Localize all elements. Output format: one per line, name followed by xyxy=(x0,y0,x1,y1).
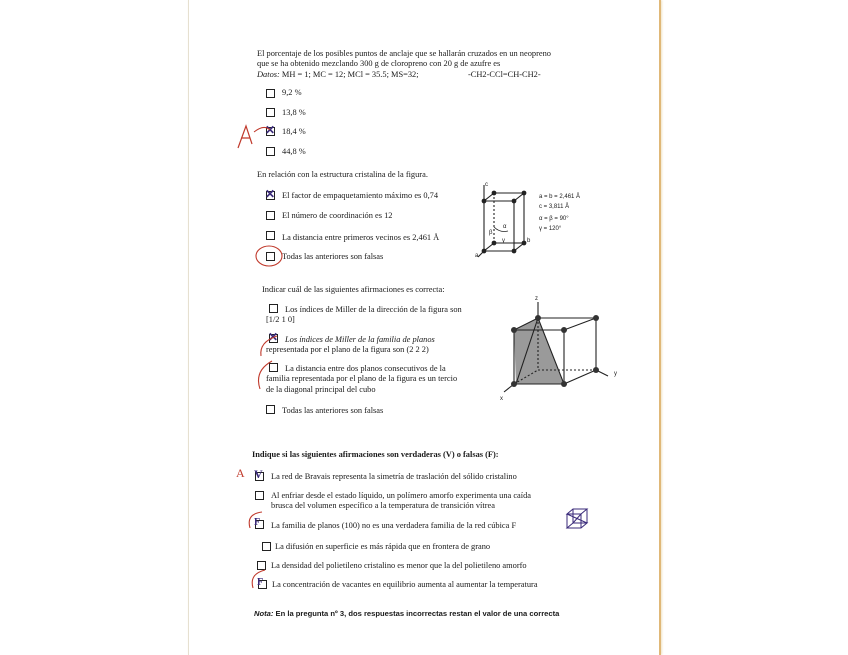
q4-handwritten-curve-1 xyxy=(240,508,270,538)
q3-option3-line3: de la diagonal principal del cubo xyxy=(266,385,376,394)
footer-note xyxy=(254,609,559,618)
q3-option2-line1: Los índices de Miller de la familia de planos xyxy=(285,335,435,344)
q2-axis-b: b xyxy=(527,238,531,244)
q3-option2-check-mark: ✕ xyxy=(268,330,279,344)
q4-item6-check-mark: F xyxy=(257,577,264,588)
q1-formula: -CH2-CCl=CH-CH2- xyxy=(468,70,541,79)
footer-note-text: En la pregunta nº 3, dos respuestas incorrectas restan el valor de una correcta xyxy=(273,609,560,618)
q4-item3-label: La familia de planos (100) no es una verdadera familia de la red cúbica F xyxy=(271,521,517,530)
q2-handwritten-circle xyxy=(250,240,290,270)
q2-stem: En relación con la estructura cristalina de la figura. xyxy=(257,170,428,179)
q3-axis-x: x xyxy=(500,396,503,402)
q4-handwritten-curve-2 xyxy=(243,566,273,596)
q2-axis-c: c xyxy=(485,182,488,188)
q1-datos-label: Datos: xyxy=(257,70,280,79)
q1-option1-checkbox[interactable] xyxy=(266,89,275,98)
q2-option2-label: El número de coordinación es 12 xyxy=(282,211,393,220)
q2-param-gamma: γ = 120° xyxy=(539,226,562,232)
q2-angle-gamma: γ xyxy=(502,238,505,244)
cubic-plane-figure xyxy=(500,296,610,406)
q1-option2-checkbox[interactable] xyxy=(266,108,275,117)
q4-item6-label: La concentración de vacantes en equilibrio aumenta al aumentar la temperatura xyxy=(272,580,538,589)
q3-option1-checkbox[interactable] xyxy=(269,304,278,313)
q4-handwritten-a: A xyxy=(236,466,245,480)
q2-option4-label: Todas las anteriores son falsas xyxy=(282,252,384,261)
q2-option3-label: La distancia entre primeros vecinos es 2,461 Å xyxy=(282,233,440,242)
q1-stem-line1: El porcentaje de los posibles puntos de anclaje que se hallarán cruzados en un neopreno xyxy=(257,49,551,58)
q4-item1-check-mark: V xyxy=(254,467,263,481)
q1-option3-label: 18,4 % xyxy=(282,127,306,136)
q1-datos-values: MH = 1; MC = 12; MCl = 35.5; MS=32; xyxy=(281,70,419,79)
q3-option4-label: Todas las anteriores son falsas xyxy=(282,406,384,415)
q2-option1-check-mark: ✕ xyxy=(265,187,276,201)
q2-param-c: c = 3,811 Å xyxy=(539,204,570,210)
q3-option4-checkbox[interactable] xyxy=(266,405,275,414)
q1-stem-line2: que se ha obtenido mezclando 300 g de cloropreno con 20 g de azufre es xyxy=(257,59,501,68)
q4-item5-label: La densidad del polietileno cristalino es menor que la del polietileno amorfo xyxy=(271,561,527,570)
q4-item2-line2: brusca del volumen específico a la temperatura de transición vítrea xyxy=(271,501,495,510)
q3-axis-z: z xyxy=(535,296,538,302)
q4-item4-label: La difusión en superficie es más rápida que en frontera de grano xyxy=(275,542,491,551)
q1-option1-label: 9,2 % xyxy=(282,88,302,97)
q4-item1-label: La red de Bravais representa la simetría de traslación del sólido cristalino xyxy=(271,472,517,481)
q4-title: Indique si las siguientes afirmaciones son verdaderas (V) o falsas (F): xyxy=(252,450,499,459)
q3-option1-line1: Los índices de Miller de la dirección de la figura son xyxy=(285,305,462,314)
q2-axis-a: a xyxy=(475,253,479,259)
q4-item2-line1: Al enfriar desde el estado líquido, un polímero amorfo experimenta una caída xyxy=(271,491,531,500)
q1-datos xyxy=(257,70,419,80)
q2-angle-alpha: α xyxy=(503,224,507,230)
q3-stem: Indicar cuál de las siguientes afirmaciones es correcta: xyxy=(262,285,445,294)
q1-handwritten-annotation xyxy=(234,118,274,158)
q2-param-alpha-beta: α = β = 90° xyxy=(539,216,569,222)
q4-item3-check-mark: F xyxy=(254,517,261,528)
q3-option2-line2: representada por el plano de la figura son (2 2 2) xyxy=(266,345,429,354)
q1-option2-label: 13,8 % xyxy=(282,108,306,117)
q3-option3-line2: familia representada por el plano de la figura es un tercio xyxy=(266,374,458,383)
q4-item2-checkbox[interactable] xyxy=(255,491,264,500)
q3-option1-line2: [1/2 1 0] xyxy=(266,315,295,324)
q1-option3-check-mark: ✕ xyxy=(265,123,276,137)
q3-option3-line1: La distancia entre dos planos consecutivos de la xyxy=(285,364,446,373)
q3-axis-y: y xyxy=(614,371,617,377)
q2-param-ab: a = b = 2,461 Å xyxy=(539,194,581,200)
hexagonal-cell-figure xyxy=(474,183,534,263)
q1-option4-label: 44,8 % xyxy=(282,147,306,156)
q2-angle-beta: β xyxy=(489,230,493,236)
footer-note-label: Nota: xyxy=(254,609,274,618)
q2-option3-checkbox[interactable] xyxy=(266,231,275,240)
fcc-cube-sketch xyxy=(563,506,593,532)
q4-item4-checkbox[interactable] xyxy=(262,542,271,551)
q2-option1-label: El factor de empaquetamiento máximo es 0,74 xyxy=(282,191,439,200)
q3-handwritten-curve-2 xyxy=(252,357,282,397)
q2-option2-checkbox[interactable] xyxy=(266,211,275,220)
